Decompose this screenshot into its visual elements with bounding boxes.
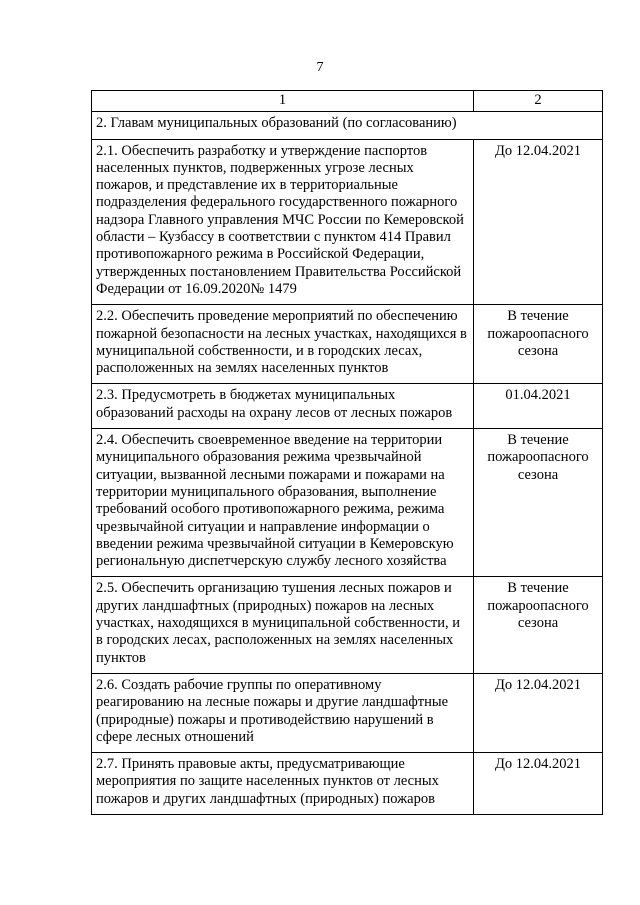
task-cell: 2.7. Принять правовые акты, предусматривающие мероприятия по защите населенных пунктов от лесных пожаров и других ландшафтных (природных) пожаров — [92, 753, 474, 815]
table-header-row — [92, 91, 603, 112]
task-cell: 2.6. Создать рабочие группы по оперативному реагированию на лесные пожары и другие ландшафтные (природные) пожары и противодействию нарушений в сфере лесных отношений — [92, 673, 474, 752]
deadline-cell: В течение пожароопасного сезона — [474, 305, 603, 384]
table-row — [92, 384, 603, 429]
task-cell: 2.2. Обеспечить проведение мероприятий по обеспечению пожарной безопасности на лесных участках, находящихся в муниципальной собственности, и в городских лесах, расположенных на землях населенных пунктов — [92, 305, 474, 384]
section-title-row — [92, 112, 603, 139]
task-cell: 2.5. Обеспечить организацию тушения лесных пожаров и других ландшафтных (природных) пожаров на лесных участках, находящихся в муниципальной собственности, и в городских лесах, расположенных на землях населенных пунктов — [92, 577, 474, 673]
deadline-cell: В течение пожароопасного сезона — [474, 429, 603, 577]
deadline-cell: 01.04.2021 — [474, 384, 603, 429]
task-cell: 2.1. Обеспечить разработку и утверждение паспортов населенных пунктов, подверженных угрозе лесных пожаров, и представление их в территориальные подразделения федерального государственного пожарного надзора Главного управления МЧС России по Кемеровской области – Кузбассу в соответствии с пунктом 414 Правил противопожарного режима в Российской Федерации, утвержденных постановлением Правительства Российской Федерации от 16.09.2020№ 1479 — [92, 139, 474, 305]
task-cell: 2.3. Предусмотреть в бюджетах муниципальных образований расходы на охрану лесов от лесных пожаров — [92, 384, 474, 429]
table-row — [92, 577, 603, 673]
task-cell: 2.4. Обеспечить своевременное введение на территории муниципального образования режима чрезвычайной ситуации, вызванной лесными пожарами и пожарами на территории муниципального образования, выполнение требований особого противопожарного режима, режима чрезвычайной ситуации и направление информации о введении режима чрезвычайной ситуации в Кемеровскую региональную диспетчерскую службу лесного хозяйства — [92, 429, 474, 577]
deadline-cell: До 12.04.2021 — [474, 753, 603, 815]
table-row — [92, 139, 603, 305]
measures-table — [91, 90, 603, 815]
table-row — [92, 753, 603, 815]
table-row — [92, 673, 603, 752]
section-title: 2. Главам муниципальных образований (по согласованию) — [92, 112, 603, 139]
column-header-2: 2 — [474, 91, 603, 112]
table-row — [92, 305, 603, 384]
column-header-1: 1 — [92, 91, 474, 112]
deadline-cell: До 12.04.2021 — [474, 139, 603, 305]
table-row — [92, 429, 603, 577]
deadline-cell: До 12.04.2021 — [474, 673, 603, 752]
page-number: 7 — [316, 60, 324, 75]
deadline-cell: В течение пожароопасного сезона — [474, 577, 603, 673]
